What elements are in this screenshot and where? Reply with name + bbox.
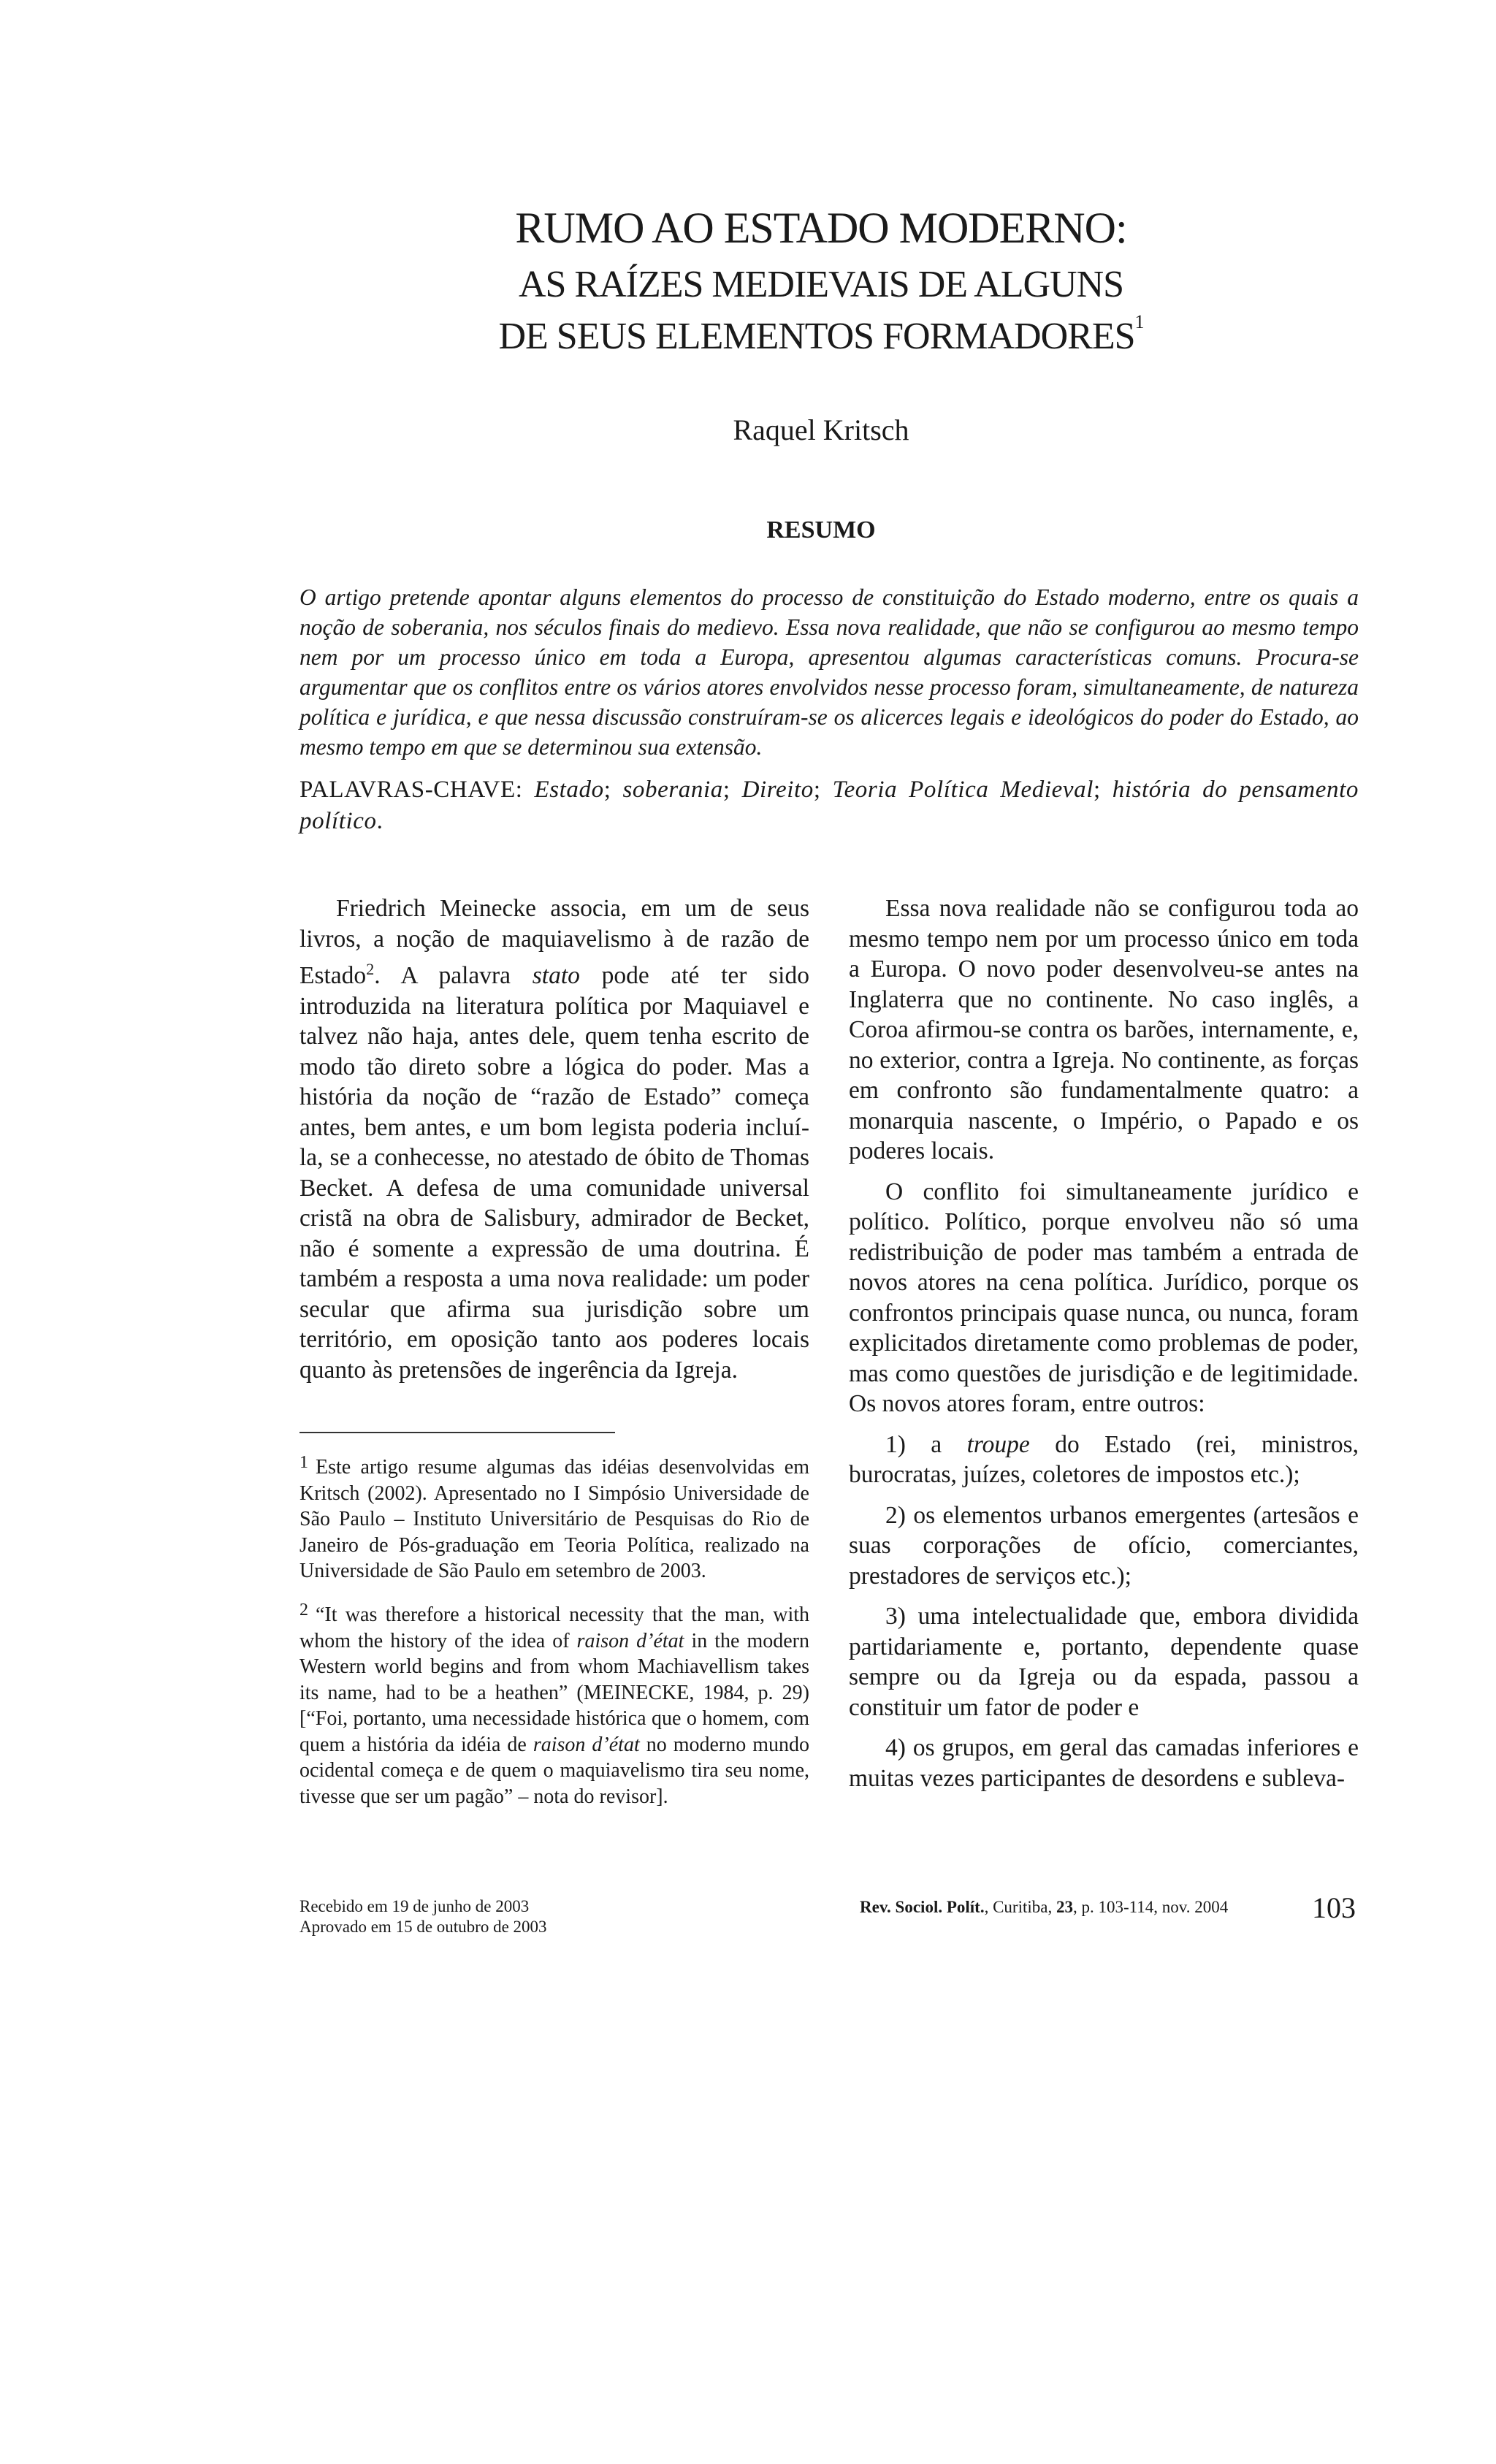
abstract-text: O artigo pretende apontar alguns elementos do processo de constituição do Estado moderno, entre os quais a noção de soberania, nos séculos finais do medievo. Essa nova realidade, que não se configurou ao mesmo tempo nem por um processo único em toda a Europa, apresentou algumas características comuns. Procura-se argumentar que os conflitos entre os vários atores envolvidos nesse processo foram, simultaneamente, de natureza política e jurídica, e que nessa discussão construíram-se os alicerces legais e ideológicos do poder do Estado, ao mesmo tempo em que se determinou sua extensão. <box>299 584 1359 760</box>
emphasis-text: raison d’état <box>533 1733 640 1756</box>
author-name: Raquel Kritsch <box>733 413 909 446</box>
page-number: 103 <box>1312 1891 1356 1924</box>
keyword-item: Direito <box>741 777 814 803</box>
journal-city: , Curitiba, <box>984 1898 1056 1916</box>
keyword-item: soberania <box>622 777 723 803</box>
footnote-text: no moderno mundo ocidental começa e de quem o maquiavelismo tira seu nome, tivesse que ser um pagão” – nota do revisor]. <box>299 1733 810 1808</box>
paragraph-text: Friedrich Meinecke associa, em um de seus livros, a noção de maquiavelismo à de razão de Estado <box>299 895 809 989</box>
article-title-line-3-text: DE SEUS ELEMENTOS FORMADORES <box>498 316 1135 357</box>
footnote-2 <box>299 1598 809 1809</box>
emphasis-text: stato <box>532 962 580 989</box>
paragraph-text: . A palavra <box>374 962 533 989</box>
keyword-separator: ; <box>813 777 821 803</box>
keyword-separator: ; <box>603 777 611 803</box>
article-title-line-3 <box>73 311 1496 358</box>
paragraph-text: pode até ter sido introduzida na literatura política por Maquiavel e talvez não haja, antes dele, quem tenha escrito de modo tão direto sobre a lógica do poder. Mas a história da noção de “razão de Estado” começa antes, bem antes, e um bom legista poderia incluí-la, se a conhecesse, no atestado de óbito de Thomas Becket. A defesa de uma comunidade universal cristã na obra de Salisbury, admirador de Becket, não é somente a expressão de uma doutrina. É também a resposta a uma nova realidade: um poder secular que afirma sua jurisdição sobre um território, em oposição tanto aos poderes locais quanto às pretensões de ingerência da Igreja. <box>299 962 809 1384</box>
footnote-text: Este artigo resume algumas das idéias desenvolvidas em Kritsch (2002). Apresentado no I Simpósio Universidade de São Paulo – Instituto Universitário de Pesquisas do Rio de Janeiro de Pós-graduação em Teoria Política, realizado na Universidade de São Paulo em setembro de 2003. <box>299 1456 809 1582</box>
title-footnote-marker[interactable]: 1 <box>1134 311 1144 332</box>
keyword-item: Teoria Política Medieval <box>832 777 1094 803</box>
list-item <box>849 1430 1359 1490</box>
right-column <box>849 893 1359 1793</box>
approved-date: Aprovado em 15 de outubro de 2003 <box>299 1918 547 1936</box>
footnote-number: 2 <box>299 1601 308 1620</box>
footnote-text: “It was therefore a historical necessity that the man, with whom the history of the idea of <box>299 1603 809 1652</box>
keyword-item: Estado <box>534 777 604 803</box>
keywords <box>299 774 1359 837</box>
paragraph-text: 1) a <box>885 1430 967 1458</box>
list-item: 3) uma intelectualidade que, embora dividida partidariamente e, portanto, dependente quase sempre ou da Igreja ou da espada, passou a constituir um fator de poder e <box>849 1603 1359 1721</box>
keyword-separator: ; <box>722 777 730 803</box>
keyword-end: . <box>376 808 383 834</box>
journal-pages: , p. 103-114, nov. 2004 <box>1072 1898 1229 1916</box>
emphasis-text: raison d’état <box>576 1629 684 1652</box>
emphasis-text: troupe <box>966 1430 1030 1458</box>
footnote-ref-2[interactable]: 2 <box>366 960 375 978</box>
list-item: 2) os elementos urbanos emergentes (artesãos e suas corporações de ofício, comerciantes, prestadores de serviços etc.); <box>849 1501 1359 1590</box>
footnote-divider <box>299 1432 615 1433</box>
footnote-text: in the modern Western world begins and from whom Machiavellism takes its name, had to be a heathen” (MEINECKE, 1984, p. 29) [“Foi, portanto, uma necessidade histórica que o homem, com quem a história da idéia de <box>299 1629 809 1756</box>
keyword-item: história do pensamento político <box>299 777 1359 834</box>
abstract-heading: RESUMO <box>766 516 876 543</box>
body-paragraph: O conflito foi simultaneamente jurídico e político. Político, porque envolveu não só uma redistribuição de poder mas também a entrada de novos atores na cena política. Jurídico, porque os confrontos principais quase nunca, ou nunca, foram explicitados diretamente como problemas de poder, mas como questões de jurisdição e de legitimidade. Os novos atores foram, entre outros: <box>849 1178 1359 1417</box>
body-paragraph: Essa nova realidade não se configurou toda ao mesmo tempo nem por um processo único em toda a Europa. O novo poder desenvolveu-se antes na Inglaterra que no continente. No caso inglês, a Coroa afirmou-se contra os barões, internamente, e, no exterior, contra a Igreja. No continente, as forças em confronto são fundamentalmente quatro: a monarquia nascente, o Império, o Papado e os poderes locais. <box>849 895 1359 1164</box>
journal-name: Rev. Sociol. Polít. <box>860 1898 985 1916</box>
footnote-1 <box>299 1450 809 1584</box>
list-item: 4) os grupos, em geral das camadas inferiores e muitas vezes participantes de desordens e subleva- <box>849 1734 1359 1792</box>
keywords-label: PALAVRAS-CHAVE: <box>299 777 523 803</box>
article-title-line-2: AS RAÍZES MEDIEVAIS DE ALGUNS <box>518 264 1124 305</box>
paragraph-text: do Estado (rei, ministros, burocratas, juízes, coletores de impostos etc.); <box>849 1430 1359 1488</box>
left-column <box>299 893 809 1385</box>
journal-citation <box>860 1897 1228 1918</box>
article-title-line-1: RUMO AO ESTADO MODERNO: <box>515 204 1127 252</box>
received-date: Recebido em 19 de junho de 2003 <box>299 1897 530 1915</box>
keyword-separator: ; <box>1093 777 1101 803</box>
body-paragraph <box>299 893 809 1385</box>
journal-volume: 23 <box>1056 1898 1073 1916</box>
footnote-number: 1 <box>299 1453 308 1472</box>
